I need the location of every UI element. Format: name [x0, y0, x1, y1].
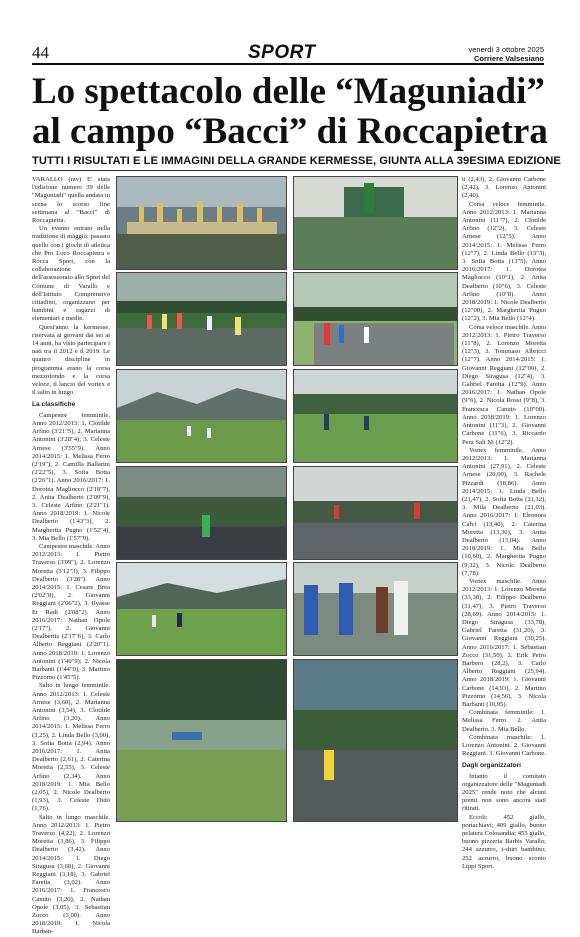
intro-paragraph: VARALLO (rav) E' stata l'edizione numero 39 delle "Maguniadi" quella andata in scena lo scorso fine settimana al "Bacci" di Roccapietra.	[32, 176, 110, 225]
subheadline: TUTTI I RISULTATI E LE IMMAGINI DELLA GRANDE KERMESSE, GIUNTA ALLA 39ESIMA EDIZIONE	[32, 155, 561, 167]
results-paragraph: Combinata femminile: 1. Melissa Ferro. 2. Anita Dealberto. 3. Mia Bello.	[462, 709, 546, 733]
results-paragraph: Corsa veloce maschile. Anno 2012/2013: 1. Pietro Traverso (11"8), 2. Lorenzo Moretta (12"3), 3. Tommaso Albricci (12"7). Anno 2014/2015: 1. Giovanni Reggiani (12"00), 2. Diego Siragusa (12"4), 3. Gabriel Faretta (12"9). Anno 2016/2017: 1. Nathan Opole (9"6), 2. Nicola Rossi (9"8), 3. Francesca Canuto (10"00). Anno 2018/2019: 1. Lorenzo Antonini (11"3), 2. Giovanni Carbone (11"6), 3. Riccardo Pera Sali Ni (12"2).	[462, 323, 546, 446]
date-block	[469, 45, 544, 63]
photo-runner-track	[116, 466, 287, 560]
results-paragraph: Salto in lungo maschile. Anno 2012/2013: 1. Pietro Traverso (4,22), 2. Lorenzo Moretta (3,86), 3. Filippo Dealberto (3,42). Anno 2014/2015: 1. Diego Siragusa (3,68), 2. Giovanni Reggiani (3,18), 3. Gabriel Faretta (3,02). Anno 2016/2017: 1. Francesco Canuto (3,20), 2. Nathan Opole (3,05), 3. Sebastian Zocco (3,00). Anno 2018/2019: 1. Nicola Barban-	[32, 813, 110, 936]
photo-athletes-group	[293, 562, 458, 656]
results-paragraph: Vortex femminile. Anno 2012/2013: 1. Marianna Antonini (27,91), 2. Celeste Arnese (20,00), 3. Rachele Pizzardi (18,86). Anno 2014/2015: 1. Linda Bello (21,47), 2. Sofia Botta (21,12), 3. Mila Dealberto (21,03). Anno 2016/2017: 1. Eleonora Calvi (13,40), 2. Caterina Moretta (13,36), 3. Anita Dealberto (13,04). Anno 2018/2019: 1. Mia Bello (10,60), 2. Margherita Pugno (9,32), 3. Nicole Dealberto (7,78).	[462, 446, 546, 577]
organizers-heading: Dagli organizzatori	[462, 762, 521, 770]
results-heading: La classifiche	[32, 401, 76, 409]
publication-name: Corriere Valsesiano	[473, 54, 544, 63]
photo-runners-start	[116, 272, 287, 366]
photo-field-mountains	[116, 369, 287, 463]
photo-runners-lineup	[293, 466, 458, 560]
body-paragraph: Un evento entrato nella tradizione di maggio: passato quello con i giochi di atletica che Pro Loco Roccapietra e Rocca Sport, con la collaborazione dell'assessorato allo Sport del Comune di Varallo e dell'Istituto Comprensivo cittadino, organizzano per bambini e ragazzi di elementari e medie.	[32, 225, 110, 323]
body-paragraph: Quest'anno la kermesse, riservata ai giovani dai sei ai 14 anni, ha visto partecipare i nati tra il 2012 e il 2019. Le quattro discipline in programma erano la corsa mezzofondo e la corsa veloce, il lancio del vortex e il salto in lungo.	[32, 323, 110, 397]
results-paragraph: ti (2,43), 2. Giovanni Carbone (2,42), 3. Lorenzo Antonini (2,40).	[462, 176, 546, 200]
section-title: SPORT	[248, 42, 316, 63]
body-paragraph: Eccoli: 452 giallo, portachiavi; 409 giallo, buono pelatera Colosandia; 455 giallo, buono pizzeria Barbis Varallo; 244 azzurro, t-shirt bambino; 252 azzurro, buono sconto Lippi Sport.	[462, 813, 546, 870]
issue-date: venerdì 3 ottobre 2025	[468, 45, 544, 54]
results-paragraph: Campestre femminile. Anno 2012/2013: 1. Clotilde Arfino (3'21"5), 2. Marianna Antonini (3'28"4); 3. Celeste Arnese (3'55"9). Anno 2014/2015: 1. Melissa Ferro (2'19"), 2. Camilla Ballarini (2'22"5), 3. Sofia Botta (2'26"1). Anno 2016/2017: 1. Dorotea Magliocco (2'18"7), 2. Anita Dealberto (2'09"9), 3. Celeste Arfino (2'21"1). Anno 2018/2019: 1. Nicole Dealberto (1'43"3), 2. Margherita Pugno (1'52"4), 3. Mia Bello (1'57"9).	[32, 411, 110, 542]
page-number: 44	[32, 43, 49, 62]
body-paragraph: Intanto il comitato organizzatore delle "Maguniadi 2025" rende noto che alcuni premi non sono ancora stati ritirati.	[462, 772, 546, 813]
header-rule	[32, 63, 544, 65]
article-column-left	[32, 176, 110, 936]
photo-long-jump	[116, 562, 287, 656]
results-paragraph: Campestre maschile. Anno 2012/2013: 1. Pietro Traverso (3'09"), 2. Lorenzo Moretta (3'12"3), 3. Filippo Dealberto (3'28"). Anno 2014/2015: 1. Cesare Brea (2'02"8), 2. Giovanni Reggiani (2'06"2), 3. Ilyasse Er Radi (2'08"2). Anno 2016/2017: Nathan Opole (2'17"), 2. Giovanni Dealbertis (2'17"6), 3. Carlo Alberto Reggiani (2'20"1). Anno 2018/2019: 1. Lorenzo Antonini (1'40"9); 2. Nicola Barbanti (1'44"0), 3. Martino Pizzorno (1'45"5).	[32, 542, 110, 682]
headline-line-1: Lo spettacolo delle “Maguniadi”	[32, 71, 545, 112]
photo-trophies-table	[116, 176, 287, 270]
results-paragraph: Vortex maschile. Anno 2012/2013: 1. Lorenzo Moretta (33,38), 2. Filippo Dealberto (31,47), 3. Pietro Traverso (28,69). Anno 2014/2015: 1. Diego Siragusa (33,78), Gabriel Faretta (31,20), 3. Giovanni Reggiani (30,25). Anno 2016/2017: 1. Sebastian Zocco (31,50), 2. Erik Petro Barbero (28,2), 3. Carlo Alberto Reggiani (25,94). Anno 2018/2019: 1. Giovanni Carbone (14,93), 2. Martino Pizzorno (14,56), 3. Nicola Barbanti (10,95).	[462, 577, 546, 708]
results-paragraph: Combinata maschile: 1. Lorenzo Antonini. 2. Giovanni Reggiani. 3. Giovanni Carbone.	[462, 733, 546, 758]
headline-line-2: al campo “Bacci” di Roccapietra	[32, 111, 548, 152]
photo-runners-straight	[293, 272, 458, 366]
headline	[32, 72, 552, 152]
photo-relay-field	[293, 369, 458, 463]
subhead-rule	[32, 170, 544, 171]
photo-young-runner	[293, 659, 458, 822]
results-paragraph: Salto in lungo femminile. Anno 2012/2013: 1. Celeste Arnese (3,60), 2. Marianna Antonini (3,54), 3. Clotilde Arfino (3,20). Anno 2014/2015: 1. Melissa Ferro (3,25), 2. Linda Bello (3,00), 3. Sofia Botta (2,94). Anno 2016/2017: 1. Anita Dealberto (2,61), 2. Caterina Moretta (2,55), 3. Celeste Arfino (2,34). Anno 2018/2019: 1. Mia Bello (2,05), 2. Nicole Dealberto (1,93), 3. Celeste Didò (1,76).	[32, 682, 110, 813]
article-column-right	[462, 176, 546, 870]
photo-child-on-stage	[293, 176, 458, 270]
photo-track-finish	[116, 659, 287, 822]
results-paragraph: Corsa veloce femminile. Anno 2012/2013: 1. Marianna Antonini (11"7), 2. Clotilde Arfino (12"2), 3. Celeste Arnese (12"5). Anno 2014/2015: 1. Melissa Ferro (12"7), 2. Linda Bello (13"3), 3. Sofia Botta (13"5). Anno 2016/2017: 1. Dorotea Magliocco (10"1), 2. Anita Dealberto (10"6), 3. Celeste Arfino (10"8). Anno 2018/2019: 1. Nicole Dealberto (12"00), 2. Margherita Pugno (12"2), 3. Mia Bello (12"4).	[462, 200, 546, 323]
